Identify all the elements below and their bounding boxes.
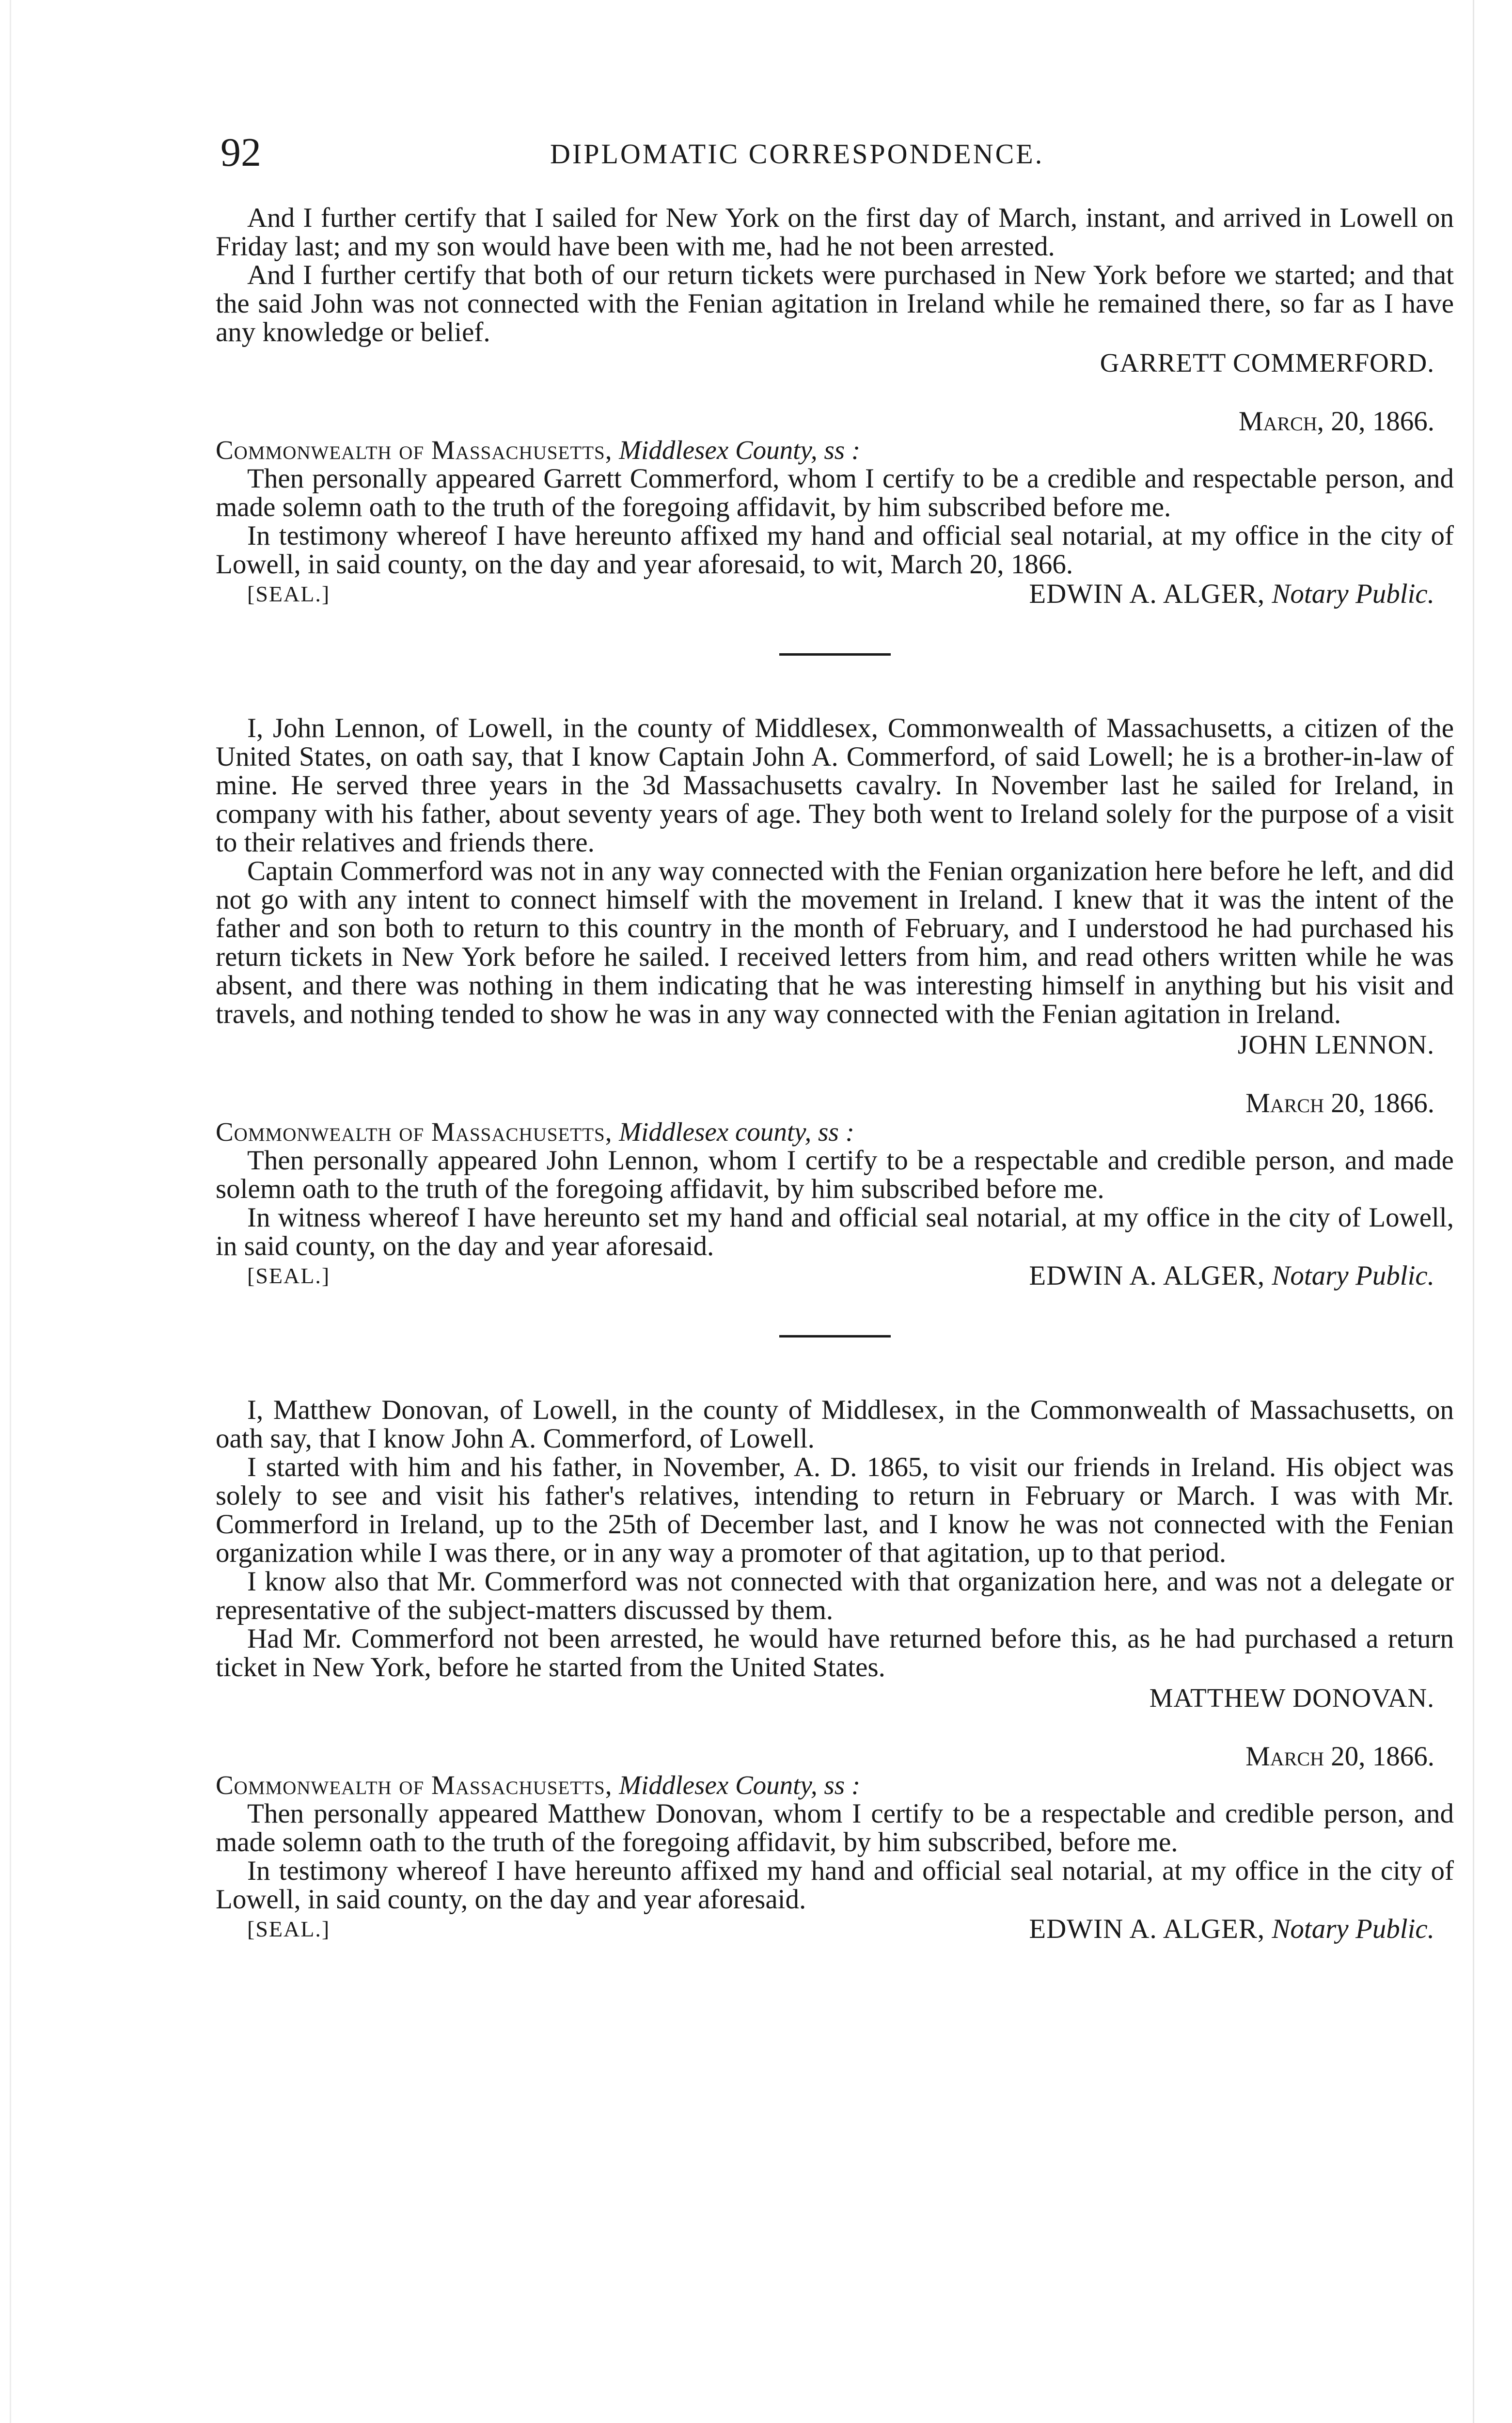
seal-mark: [SEAL.] [247, 1263, 331, 1288]
venue-line [216, 1117, 1454, 1146]
seal-mark: [SEAL.] [247, 1917, 331, 1941]
jurat-paragraph: In testimony whereof I have hereunto affixed my hand and official seal notarial, at my office in the city of Lowell, in said county, on the day and year aforesaid. [216, 1856, 1454, 1915]
county-label: Middlesex county, ss : [619, 1117, 854, 1147]
affidavit-paragraph: I started with him and his father, in November, A. D. 1865, to visit our friends in Ireland. His object was solely to see and visit his father's relatives, intending to return in February or March. I was with Mr. Commerford in Ireland, up to the 25th of December last, and I know he was not connected with the Fenian organization while I was there, or in any way a promoter of that agitation, up to that period. [216, 1452, 1454, 1568]
jurat-paragraph: Then personally appeared Garrett Commerford, whom I certify to be a credible and respectable person, and made solemn oath to the truth of the foregoing affidavit, by him subscribed before me. [216, 463, 1454, 522]
notary-name: EDWIN A. ALGER, [1029, 1260, 1265, 1291]
affidavit-paragraph: Had Mr. Commerford not been arrested, he would have returned before this, as he had purchased a return ticket in New York, before he started from the United States. [216, 1623, 1454, 1683]
notary-title: Notary Public. [1272, 1260, 1434, 1291]
commonwealth-label: Commonwealth of Massachusetts, [216, 1117, 613, 1147]
affidavit-date: March, 20, 1866. [1238, 406, 1434, 437]
jurat-paragraph: Then personally appeared Matthew Donovan, whom I certify to be a respectable and credible person, and made solemn oath to the truth of the foregoing affidavit, by him subscribed, before me. [216, 1798, 1454, 1857]
affidavit-john-lennon [216, 714, 1454, 1291]
document-body [216, 204, 1454, 1945]
jurat-paragraph: In witness whereof I have hereunto set my hand and official seal notarial, at my office in the city of Lowell, in said county, on the day and year aforesaid. [216, 1202, 1454, 1261]
affidavit-date: March 20, 1866. [1245, 1741, 1434, 1772]
notary-name: EDWIN A. ALGER, [1029, 579, 1265, 609]
notary-title: Notary Public. [1272, 1914, 1434, 1944]
affiant-signature: GARRETT COMMERFORD. [1100, 348, 1434, 378]
notary-name: EDWIN A. ALGER, [1029, 1914, 1265, 1944]
notary-signature [1029, 1914, 1434, 1945]
section-divider [779, 653, 891, 656]
venue-line [216, 1771, 1454, 1799]
seal-row [216, 1914, 1454, 1945]
affidavit-paragraph: Captain Commerford was not in any way connected with the Fenian organization here before he left, and did not go with any intent to connect himself with the movement in Ireland. I knew that it was the intent of the father and son both to return to this country in the month of February, and I understood he had purchased his return tickets in New York before he sailed. I received letters from him, and read others written while he was absent, and there was nothing in them indicating that he was interesting himself in anything but his visit and travels, and nothing tended to show he was in any way connected with the Fenian agitation in Ireland. [216, 856, 1454, 1029]
section-divider [779, 1335, 891, 1337]
page-edge-right [1473, 0, 1474, 2423]
seal-row [216, 1260, 1454, 1291]
county-label: Middlesex County, ss : [619, 435, 861, 465]
page-edge-left [10, 0, 11, 2423]
commonwealth-label: Commonwealth of Massachusetts, [216, 1770, 613, 1800]
affidavit-paragraph: I know also that Mr. Commerford was not connected with that organization here, and was not a delegate or representative of the subject-matters discussed by them. [216, 1566, 1454, 1625]
page-header [220, 128, 1447, 177]
notary-title: Notary Public. [1272, 579, 1434, 609]
jurat-paragraph: In testimony whereof I have hereunto affixed my hand and official seal notarial, at my office in the city of Lowell, in said county, on the day and year aforesaid, to wit, March 20, 1866. [216, 520, 1454, 580]
jurat-paragraph: Then personally appeared John Lennon, whom I certify to be a respectable and credible person, and made solemn oath to the truth of the foregoing affidavit, by him subscribed before me. [216, 1145, 1454, 1204]
seal-row [216, 579, 1454, 610]
venue-line [216, 436, 1454, 464]
affidavit-paragraph: And I further certify that both of our return tickets were purchased in New York before we started; and that the said John was not connected with the Fenian agitation in Ireland while he remained there, so far as I have any knowledge or belief. [216, 260, 1454, 347]
page-number: 92 [220, 130, 261, 175]
running-head: DIPLOMATIC CORRESPONDENCE. [550, 138, 1044, 170]
affidavit-date: March 20, 1866. [1245, 1088, 1434, 1118]
affidavit-paragraph: I, John Lennon, of Lowell, in the county of Middlesex, Commonwealth of Massachusetts, a citizen of the United States, on oath say, that I know Captain John A. Commerford, of said Lowell; he is a brother-in-law of mine. He served three years in the 3d Massachusetts cavalry. In November last he sailed for Ireland, in company with his father, about seventy years of age. They both went to Ireland solely for the purpose of a visit to their relatives and friends there. [216, 713, 1454, 858]
notary-signature [1029, 579, 1434, 610]
affiant-signature: JOHN LENNON. [1237, 1030, 1434, 1059]
affiant-signature: MATTHEW DONOVAN. [1149, 1683, 1434, 1713]
county-label: Middlesex County, ss : [619, 1770, 861, 1800]
affidavit-garrett-commerford [216, 204, 1454, 610]
notary-signature [1029, 1260, 1434, 1291]
affidavit-matthew-donovan [216, 1396, 1454, 1945]
affidavit-paragraph: I, Matthew Donovan, of Lowell, in the county of Middlesex, in the Commonwealth of Massachusetts, on oath say, that I know John A. Commerford, of Lowell. [216, 1395, 1454, 1454]
commonwealth-label: Commonwealth of Massachusetts, [216, 435, 613, 465]
seal-mark: [SEAL.] [247, 582, 331, 606]
affidavit-paragraph: And I further certify that I sailed for New York on the first day of March, instant, and arrived in Lowell on Friday last; and my son would have been with me, had he not been arrested. [216, 203, 1454, 262]
